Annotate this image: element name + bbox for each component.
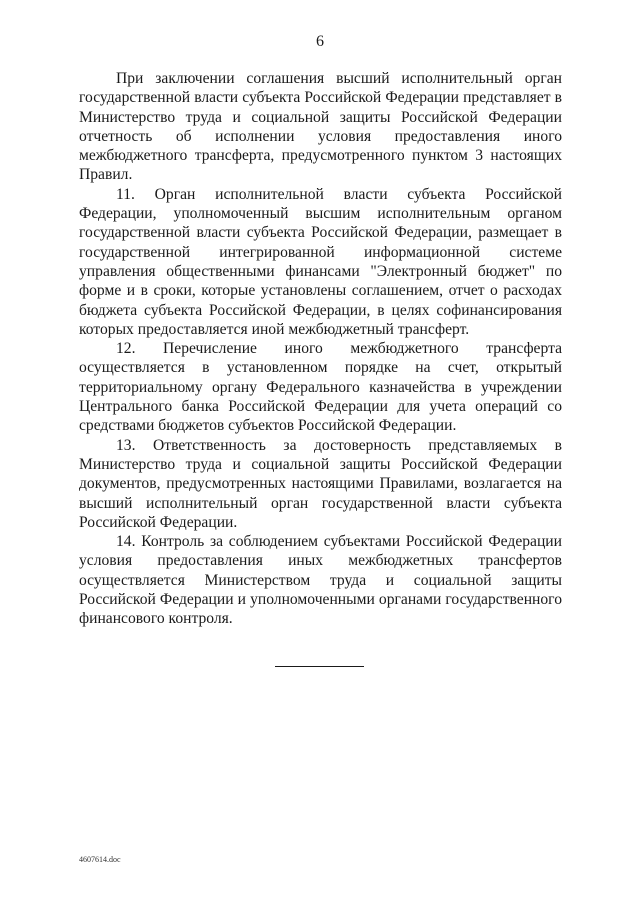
paragraph-14: 14. Контроль за соблюдением субъектами Российской Федерации условия предоставления иных межбюджетных трансфертов осуществляется Министерством труда и социальной защиты Российской Федерации и уполномоченными органами государственного финансового контроля. — [79, 533, 562, 628]
end-divider — [275, 666, 364, 667]
paragraph-11: 11. Орган исполнительной власти субъекта Российской Федерации, уполномоченный высшим исполнительным органом государственной власти субъекта Российской Федерации, размещает в государственной интегрированной информационной системе управления общественными финансами "Электронный бюджет" по форме и в сроки, которые установлены соглашением, отчет о расходах бюджета субъекта Российской Федерации, в целях софинансирования которых предоставляется иной межбюджетный трансферт. — [79, 185, 562, 338]
page-number: 6 — [316, 33, 324, 50]
paragraph-reporting: При заключении соглашения высший исполнительный орган государственной власти субъекта Российской Федерации представляет в Министерство труда и социальной защиты Российской Федерации отчетность об исполнении условия предоставления иного межбюджетного трансферта, предусмотренного пунктом 3 настоящих Правил. — [79, 70, 562, 184]
document-body — [79, 69, 562, 629]
paragraph-13: 13. Ответственность за достоверность представляемых в Министерство труда и социальной защиты Российской Федерации документов, предусмотренных настоящими Правилами, возлагается на высший исполнительный орган государственной власти субъекта Российской Федерации. — [79, 436, 562, 531]
document-file-id: 4607614.doc — [79, 855, 121, 864]
paragraph-12: 12. Перечисление иного межбюджетного трансферта осуществляется в установленном порядке на счет, открытый территориальному органу Федерального казначейства в учреждении Центрального банка Российской Федерации для учета операций со средствами бюджетов субъектов Российской Федерации. — [79, 340, 562, 435]
